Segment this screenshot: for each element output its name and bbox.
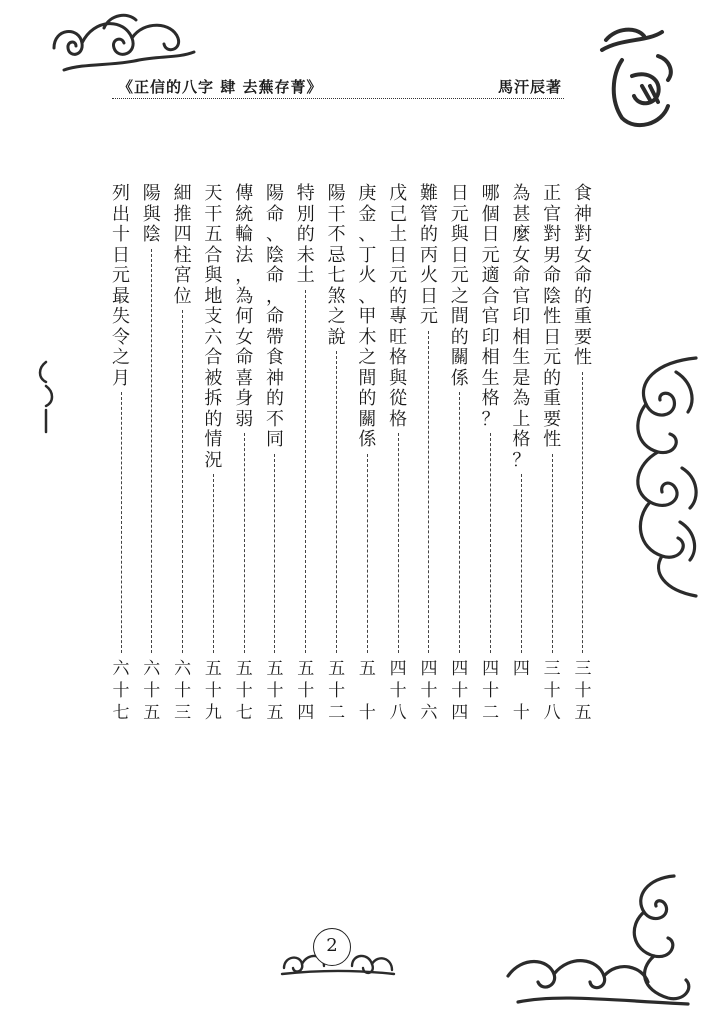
toc-entry-title: 陽 命 、 陰 命 ， 命 帶 食 神 的 不 同 — [265, 183, 284, 450]
header-divider — [112, 98, 564, 99]
table-of-contents — [108, 184, 596, 724]
toc-entry-page: 三 十 五 — [574, 659, 592, 723]
toc-entry-title: 列 出 十 日 元 最 失 令 之 月 — [112, 183, 130, 389]
toc-entry-page: 四 十 八 — [389, 659, 407, 723]
toc-entry-page: 四 十 四 — [451, 659, 469, 723]
toc-leader-line — [428, 331, 429, 654]
toc-entry-title: 陽 與 陰 — [142, 183, 161, 245]
toc-entry-page: 五 十 七 — [235, 659, 253, 723]
author-name: 馬汗辰著 — [498, 78, 563, 96]
toc-entry — [570, 184, 596, 724]
toc-entry — [416, 184, 442, 724]
toc-entry-page: 五 十 九 — [204, 659, 222, 723]
toc-entry — [262, 184, 288, 724]
toc-leader-line — [121, 392, 122, 653]
toc-leader-line — [367, 454, 368, 654]
toc-leader-line — [305, 290, 306, 654]
toc-entry — [478, 184, 504, 724]
calligraphy-emblem — [592, 20, 682, 130]
toc-leader-line — [213, 474, 214, 653]
toc-entry — [108, 184, 134, 724]
side-ornament-right — [616, 352, 706, 602]
book-title: 《正信的八字 肆 去蕪存菁》 — [118, 78, 323, 96]
page-number: 2 — [313, 928, 351, 966]
toc-leader-line — [552, 454, 553, 654]
toc-entry-title: 食 神 對 女 命 的 重 要 性 — [573, 183, 592, 368]
toc-leader-line — [459, 392, 460, 653]
toc-leader-line — [182, 310, 183, 653]
toc-entry-title: 難 管 的 丙 火 日 元 — [419, 183, 438, 327]
toc-entry — [170, 184, 196, 724]
toc-entry — [200, 184, 226, 724]
toc-entry — [447, 184, 473, 724]
toc-entry — [508, 184, 534, 724]
toc-entry-page: 四 十 二 — [482, 659, 500, 723]
toc-entry — [139, 184, 165, 724]
toc-leader-line — [274, 454, 275, 654]
toc-entry — [324, 184, 350, 724]
toc-entry — [539, 184, 565, 724]
toc-entry-page: 五 十 五 — [266, 659, 284, 723]
toc-leader-line — [582, 372, 583, 654]
toc-entry-page: 四 十 — [512, 659, 530, 723]
toc-entry-title: 細 推 四 柱 宮 位 — [173, 183, 192, 307]
toc-entry-page: 六 十 三 — [174, 659, 192, 723]
toc-entry-page: 三 十 八 — [543, 659, 561, 723]
toc-entry — [293, 184, 319, 724]
toc-entry-page: 五 十 — [358, 659, 376, 723]
toc-entry-page: 五 十 二 — [328, 659, 346, 723]
toc-entry-title: 日 元 與 日 元 之 間 的 關 係 — [450, 183, 469, 389]
margin-swirl-left — [34, 356, 58, 436]
corner-ornament-bottom-right — [498, 866, 708, 1016]
toc-leader-line — [151, 249, 152, 654]
toc-entry-page: 六 十 五 — [143, 659, 161, 723]
toc-entry-title: 陽 干 不 忌 七 煞 之 說 — [327, 183, 346, 348]
toc-leader-line — [336, 351, 337, 653]
toc-entry — [354, 184, 380, 724]
toc-entry-page: 六 十 七 — [112, 659, 130, 723]
toc-entry-title: 傳 統 輪 法 ， 為 何 女 命 喜 身 弱 — [235, 183, 254, 430]
toc-leader-line — [490, 433, 491, 653]
toc-entry — [385, 184, 411, 724]
toc-entry — [231, 184, 257, 724]
toc-leader-line — [244, 433, 245, 653]
toc-entry-title: 庚 金 、 丁 火 、 甲 木 之 間 的 關 係 — [358, 183, 377, 450]
toc-entry-title: 天 干 五 合 與 地 支 六 合 被 拆 的 情 況 — [204, 183, 223, 471]
toc-entry-title: 特 別 的 未 土 — [296, 183, 315, 286]
toc-entry-title: 為 甚 麼 女 命 官 印 相 生 是 為 上 格 ？ — [512, 183, 531, 471]
toc-entry-title: 戊 己 土 日 元 的 專 旺 格 與 從 格 — [389, 183, 408, 430]
toc-entry-title: 哪 個 日 元 適 合 官 印 相 生 格 ？ — [481, 183, 500, 430]
toc-leader-line — [398, 433, 399, 653]
toc-entry-page: 四 十 六 — [420, 659, 438, 723]
toc-entry-page: 五 十 四 — [297, 659, 315, 723]
toc-leader-line — [521, 474, 522, 653]
toc-entry-title: 正 官 對 男 命 陰 性 日 元 的 重 要 性 — [543, 183, 562, 450]
